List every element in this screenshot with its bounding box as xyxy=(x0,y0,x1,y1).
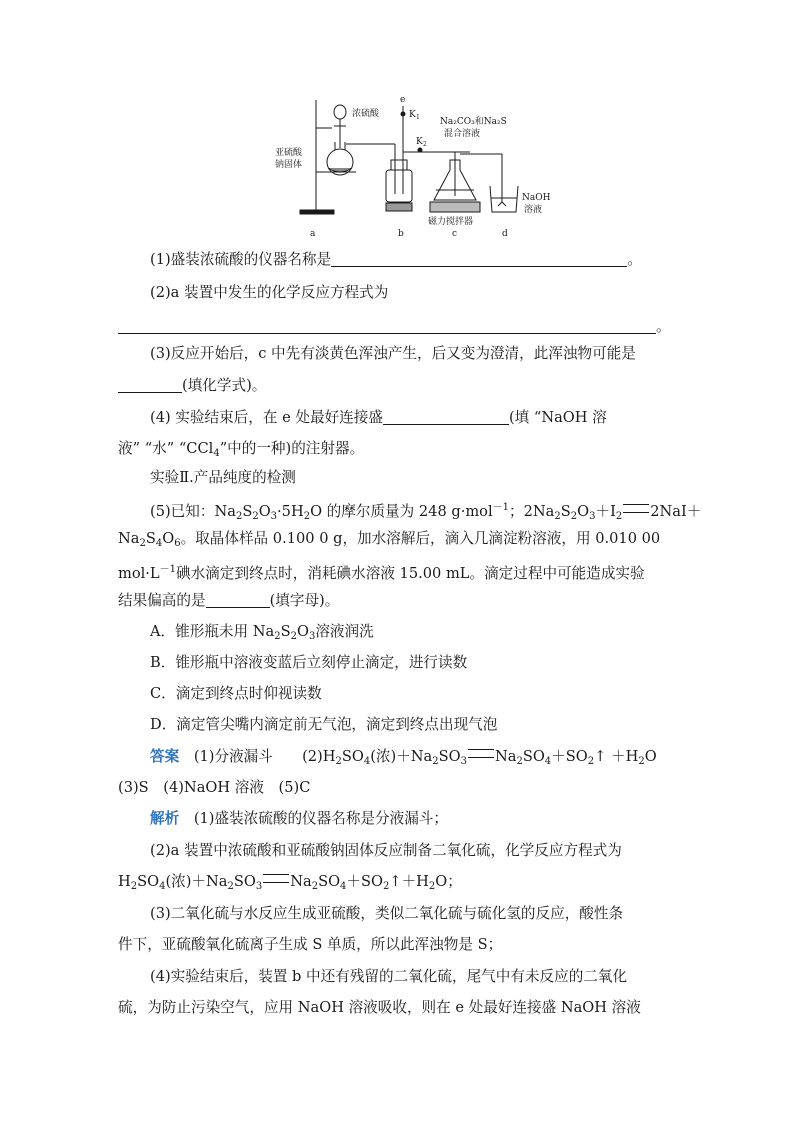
answer-blank-5[interactable] xyxy=(206,592,270,608)
label-conc-acid: 浓硫酸 xyxy=(352,109,380,119)
question-2: (2)a 装置中发生的化学反应方程式为 xyxy=(150,284,389,301)
label-k1: K xyxy=(409,110,416,120)
question-5-line-3: $mol\cdot L^{-1}$碘水滴定到终点时，消耗碘水溶液 15.00 mL。滴定过程中可能造成实验 xyxy=(118,564,645,582)
analysis-line-7: 硫，为防止污染空气，应用 NaOH 溶液吸收，则在 e 处最好连接盛 NaOH 溶液 xyxy=(118,999,641,1016)
answer-blank-3[interactable] xyxy=(118,377,182,393)
label-stirrer: 磁力搅拌器 xyxy=(428,217,474,227)
label-b: b xyxy=(398,229,404,239)
label-e: e xyxy=(400,95,406,105)
option-b: B．锥形瓶中溶液变蓝后立刻停止滴定，进行读数 xyxy=(150,654,468,671)
section-heading: 实验Ⅱ.产品纯度的检测 xyxy=(150,469,296,486)
label-k1-sub: 1 xyxy=(416,114,420,121)
label-solid-2: 钠固体 xyxy=(275,160,303,170)
analysis-line-3: $H_2SO_4$(浓)$+Na_2SO_3$ $Na_2SO_4+SO_2↑+H_2O$； xyxy=(118,873,462,892)
question-4-line-1: (4) 实验结束后，在 e 处最好连接盛 (填 “NaOH 溶 xyxy=(150,409,607,426)
label-k2: K xyxy=(416,137,423,147)
answer-label: 答案 xyxy=(150,748,180,765)
question-5-line-1: (5)已知：$Na_2S_2O_3\cdot 5H_2O$ 的摩尔质量为 248 g·mol$^{-1}$；$2Na_2S_2O_3+I_2$ 2NaI＋ xyxy=(150,502,702,522)
question-3-line-2: (填化学式)。 xyxy=(118,375,794,397)
option-d: D．滴定管尖嘴内滴定前无气泡，滴定到终点出现气泡 xyxy=(150,716,498,733)
answer-line-2: (3)S (4)NaOH 溶液 (5)C xyxy=(118,779,311,796)
apparatus-figure xyxy=(270,92,560,242)
option-a: A．锥形瓶未用 $Na_2S_2O_3$溶液润洗 xyxy=(150,623,374,642)
analysis-line-4: (3)二氧化硫与水反应生成亚硫酸，类似二氧化硫与硫化氢的反应，酸性条 xyxy=(150,905,624,922)
label-mix-1: Na₂CO₃和Na₂S xyxy=(440,117,507,127)
analysis-line-2: (2)a 装置中浓硫酸和亚硫酸钠固体反应制备二氧化硫，化学反应方程式为 xyxy=(150,842,622,859)
question-1: (1)盛装浓硫酸的仪器名称是 。 xyxy=(150,251,642,268)
option-c: C．滴定到终点时仰视读数 xyxy=(150,685,322,702)
question-5-line-4: 结果偏高的是 (填字母)。 xyxy=(118,592,340,609)
answer-blank-2[interactable] xyxy=(118,318,656,334)
question-4-line-2: 液” “水” “CCl$_4$”中的一种)的注射器。 xyxy=(118,440,365,459)
label-naoh-1: NaOH xyxy=(522,193,551,203)
label-c: c xyxy=(452,229,458,239)
answer-blank-4[interactable] xyxy=(383,409,509,425)
label-mix-2: 混合溶液 xyxy=(444,129,481,139)
question-5-line-2: $Na_2S_4O_6$。取晶体样品 0.100 0 g，加水溶解后，滴入几滴淀粉溶液，用 0.010 00 xyxy=(118,530,661,549)
analysis-line-6: (4)实验结束后，装置 b 中还有残留的二氧化硫，尾气中有未反应的二氧化 xyxy=(150,968,628,985)
answer-blank-1[interactable] xyxy=(331,251,627,267)
analysis-line-1: 解析 (1)盛装浓硫酸的仪器名称是分液漏斗； xyxy=(150,810,448,827)
question-2-blank-line: 。 xyxy=(118,316,794,338)
label-d: d xyxy=(502,229,508,239)
analysis-line-5: 件下，亚硫酸氧化硫离子生成 S 单质，所以此浑浊物是 S； xyxy=(118,936,503,953)
label-solid-1: 亚硫酸 xyxy=(275,148,303,158)
label-k2-sub: 2 xyxy=(423,141,427,148)
label-naoh-2: 溶液 xyxy=(524,205,543,215)
analysis-label: 解析 xyxy=(150,810,180,827)
answer-line-1: 答案 (1)分液漏斗 $(2)H_2SO_4$(浓)$+Na_2SO_3$ $Na_2SO_4+SO_2↑ +H_2O$ xyxy=(150,748,657,767)
question-3-line-1: (3)反应开始后，c 中先有淡黄色浑浊产生，后又变为澄清，此浑浊物可能是 xyxy=(150,345,636,362)
label-a: a xyxy=(310,229,316,239)
